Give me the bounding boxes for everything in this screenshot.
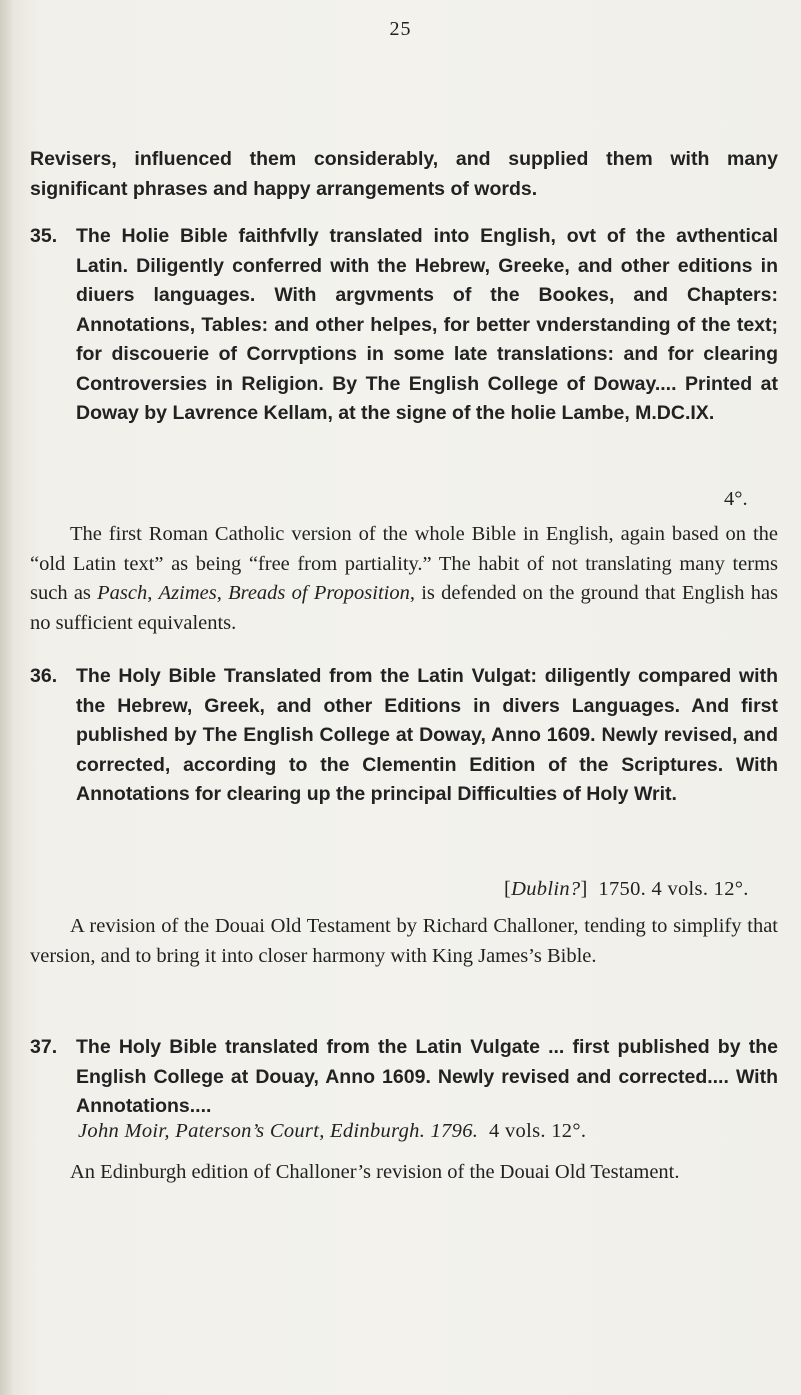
entry-35-format: 4°. <box>724 488 748 510</box>
entry-36 <box>30 662 778 810</box>
entry-37 <box>30 1033 778 1122</box>
entry-number: 37. <box>30 1036 58 1058</box>
entry-37-imprint <box>78 1120 586 1143</box>
note-separator: , <box>216 582 229 604</box>
imprint-details: 4 vols. 12°. <box>489 1120 587 1142</box>
entry-35 <box>30 222 778 429</box>
entry-36-note: A revision of the Douai Old Testament by Richard Challoner, tending to simplify that version, and to bring it into closer harmony with King James’s Bible. <box>30 915 778 967</box>
note-text: , is defended on the ground that English has no sufficient equivalents. <box>30 582 779 634</box>
note-separator: , <box>147 582 159 604</box>
note-text: The first Roman Catholic version of the whole Bible in English, again based on the “old Latin text” as being “free from partiality.” The habit of not translating many terms such as <box>30 523 778 604</box>
note-term-pasch: Pasch <box>97 582 148 604</box>
entry-number: 35. <box>30 225 58 247</box>
entry-37-note: An Edinburgh edition of Challoner’s revision of the Douai Old Testament. <box>70 1161 680 1183</box>
entry-number: 36. <box>30 665 58 687</box>
note-term-azimes: Azimes <box>158 582 217 604</box>
imprint-place: John Moir, Paterson’s Court, Edinburgh. 1796. <box>78 1120 479 1142</box>
intro-paragraph: Revisers, influenced them considerably, and supplied them with many significant phrases and happy arrangements of words. <box>30 148 778 200</box>
imprint-place: Dublin? <box>511 878 581 900</box>
imprint-details: 1750. 4 vols. 12°. <box>598 878 749 900</box>
page-binding-edge <box>0 0 14 1395</box>
entry-title: The Holie Bible faithfvlly translated into English, ovt of the avthentical Latin. Diligently conferred with the Hebrew, Greeke, and other editions in diuers languages. With argvments of the Bookes, and Chapters: Annotations, Tables: and other helpes, for better vnderstanding of the text; for discouerie of Corrvptions in some late translations: and for clearing Controversies in Religion. By The English College of Doway.... Printed at Doway by Lavrence Kellam, at the signe of the holie Lambe, M.DC.IX. <box>76 225 778 424</box>
page-number: 25 <box>389 18 412 40</box>
entry-36-imprint: [Dublin?] 1750. 4 vols. 12°. <box>504 878 749 900</box>
note-term-breads: Breads of Proposition <box>228 582 410 604</box>
entry-title: The Holy Bible Translated from the Latin Vulgat: diligently compared with the Hebrew, Greek, and other Editions in divers Languages. And first published by The English College at Doway, Anno 1609. Newly revised, and corrected, according to the Clementin Edition of the Scriptures. With Annotations for clearing up the principal Difficulties of Holy Writ. <box>76 665 778 805</box>
entry-title: The Holy Bible translated from the Latin Vulgate ... first published by the English College at Douay, Anno 1609. Newly revised and corrected.... With Annotations.... <box>76 1036 778 1117</box>
entry-35-note <box>30 520 778 638</box>
